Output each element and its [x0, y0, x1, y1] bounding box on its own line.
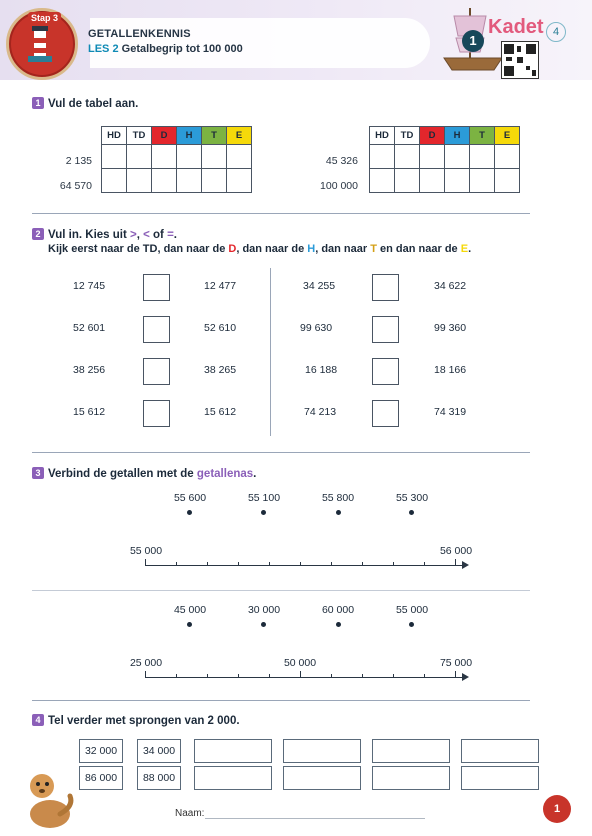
kadet-level: 4 [546, 22, 566, 42]
exercise-2-instruction [48, 243, 471, 255]
instr-text: , dan naar de [157, 243, 229, 255]
compare-right-number: 18 166 [434, 364, 467, 376]
answer-cell[interactable] [177, 145, 202, 169]
tick [207, 562, 208, 565]
answer-cell[interactable] [127, 145, 152, 169]
answer-cell[interactable] [395, 169, 420, 193]
col-td: TD [395, 127, 420, 145]
tick [331, 562, 332, 565]
compare-left-number: 16 188 [305, 364, 338, 376]
point-label: 30 000 [247, 604, 281, 616]
exercise-4-number: 4 [32, 714, 44, 726]
col-d: D [420, 127, 445, 145]
sequence-answer-box[interactable] [194, 766, 272, 790]
sequence-answer-box[interactable] [372, 739, 450, 763]
tick [300, 671, 301, 678]
kadet-logo: Kadet [488, 16, 544, 38]
col-t: T [202, 127, 227, 145]
instr-t: T [370, 243, 377, 255]
point-dot[interactable] [409, 622, 414, 627]
answer-cell[interactable] [445, 145, 470, 169]
compare-answer-box[interactable] [143, 274, 170, 301]
word-of: of [149, 229, 168, 241]
arrow-right-icon [462, 561, 469, 569]
tick [393, 674, 394, 677]
module-number-badge: 1 [462, 30, 484, 52]
exercise-2-title [32, 228, 177, 241]
arrow-right-icon [462, 673, 469, 681]
point-label: 45 000 [173, 604, 207, 616]
compare-left-number: 74 213 [304, 406, 337, 418]
answer-cell[interactable] [420, 145, 445, 169]
exercise-3-number: 3 [32, 467, 44, 479]
answer-cell[interactable] [227, 169, 252, 193]
exercise-1-instruction: Vul de tabel aan. [48, 98, 139, 110]
instr-td: TD [142, 243, 158, 255]
compare-answer-box[interactable] [143, 316, 170, 343]
answer-cell[interactable] [127, 169, 152, 193]
divider [32, 700, 530, 701]
compare-right-number: 15 612 [204, 406, 237, 418]
lesson-name: Getalbegrip tot 100 000 [121, 43, 243, 55]
exercise-2-text: Vul in. Kies uit [48, 229, 130, 241]
point-dot[interactable] [187, 510, 192, 515]
name-input-line[interactable] [205, 818, 425, 819]
compare-answer-box[interactable] [372, 400, 399, 427]
instr-e: E [460, 243, 469, 255]
symbol-gt: > [130, 229, 137, 241]
col-hd: HD [370, 127, 395, 145]
tick [331, 674, 332, 677]
tick [207, 674, 208, 677]
step-label: Stap 3 [28, 12, 61, 24]
point-dot[interactable] [187, 622, 192, 627]
tick [424, 674, 425, 677]
answer-cell[interactable] [370, 169, 395, 193]
row-label: 2 135 [65, 155, 92, 167]
tick [145, 559, 146, 566]
sequence-answer-box[interactable] [283, 739, 361, 763]
symbol-eq: = [167, 229, 174, 241]
exercise-2-number: 2 [32, 228, 44, 240]
answer-cell[interactable] [152, 145, 177, 169]
point-dot[interactable] [336, 622, 341, 627]
answer-cell[interactable] [495, 145, 520, 169]
sequence-answer-box[interactable] [194, 739, 272, 763]
answer-cell[interactable] [370, 145, 395, 169]
compare-left-number: 34 255 [303, 280, 336, 292]
compare-left-number: 12 745 [73, 280, 106, 292]
compare-right-number: 34 622 [434, 280, 467, 292]
exercise-3-text: Verbind de getallen met de [48, 468, 197, 480]
exercise-1-title [32, 97, 138, 110]
point-dot[interactable] [336, 510, 341, 515]
point-label: 60 000 [321, 604, 355, 616]
point-dot[interactable] [409, 510, 414, 515]
point-label: 55 800 [321, 492, 355, 504]
tick [362, 674, 363, 677]
number-line-2 [145, 677, 463, 678]
answer-cell[interactable] [395, 145, 420, 169]
exercise-1-number: 1 [32, 97, 44, 109]
answer-cell[interactable] [177, 169, 202, 193]
point-dot[interactable] [261, 510, 266, 515]
compare-answer-box[interactable] [372, 274, 399, 301]
compare-answer-box[interactable] [372, 316, 399, 343]
sequence-given: 88 000 [137, 766, 181, 790]
tick [455, 671, 456, 678]
col-h: H [445, 127, 470, 145]
exercise-4-title [32, 714, 240, 727]
instr-text: , dan naar [315, 243, 371, 255]
tick [176, 562, 177, 565]
compare-answer-box[interactable] [143, 358, 170, 385]
lesson-title [88, 43, 243, 55]
sep: . [173, 229, 177, 241]
col-td: TD [127, 127, 152, 145]
point-label: 55 600 [173, 492, 207, 504]
sequence-answer-box[interactable] [283, 766, 361, 790]
tick [238, 562, 239, 565]
tick [238, 674, 239, 677]
col-e: E [495, 127, 520, 145]
answer-cell[interactable] [102, 169, 127, 193]
sequence-given: 34 000 [137, 739, 181, 763]
axis-mid-label: 50 000 [283, 657, 317, 669]
point-label: 55 000 [395, 604, 429, 616]
axis-end-label: 75 000 [439, 657, 473, 669]
tick [393, 562, 394, 565]
tick [145, 671, 146, 678]
instr-text: , dan naar de [236, 243, 308, 255]
exercise-3-title [32, 467, 256, 480]
page-number: 1 [543, 795, 571, 823]
instr-h: H [307, 243, 316, 255]
point-dot[interactable] [261, 622, 266, 627]
number-line-1 [145, 565, 463, 566]
tick [176, 674, 177, 677]
tick [455, 559, 456, 566]
row-label: 64 570 [59, 180, 92, 192]
compare-right-number: 52 610 [204, 322, 237, 334]
sequence-given: 32 000 [79, 739, 123, 763]
lesson-prefix: LES 2 [88, 43, 119, 55]
sequence-given: 86 000 [79, 766, 123, 790]
answer-cell[interactable] [420, 169, 445, 193]
meerkat-mascot-icon [20, 766, 76, 832]
answer-cell[interactable] [152, 169, 177, 193]
compare-right-number: 38 265 [204, 364, 237, 376]
tick [269, 674, 270, 677]
col-hd: HD [102, 127, 127, 145]
compare-right-number: 74 319 [434, 406, 467, 418]
point-label: 55 300 [395, 492, 429, 504]
column-divider [270, 268, 271, 436]
compare-left-number: 15 612 [73, 406, 106, 418]
subject-title: GETALLENKENNIS [88, 28, 191, 40]
axis-start-label: 25 000 [129, 657, 163, 669]
axis-end-label: 56 000 [439, 545, 473, 557]
tick [269, 562, 270, 565]
compare-left-number: 52 601 [73, 322, 106, 334]
col-h: H [177, 127, 202, 145]
divider [32, 452, 530, 453]
compare-left-number: 99 630 [300, 322, 333, 334]
answer-cell[interactable] [470, 145, 495, 169]
axis-start-label: 55 000 [129, 545, 163, 557]
sequence-answer-box[interactable] [461, 739, 539, 763]
row-label: 100 000 [320, 180, 358, 192]
col-e: E [227, 127, 252, 145]
sequence-answer-box[interactable] [372, 766, 450, 790]
compare-right-number: 12 477 [204, 280, 237, 292]
instr-d: D [228, 243, 237, 255]
name-label: Naam: [175, 808, 205, 819]
sep: . [253, 468, 257, 480]
col-d: D [152, 127, 177, 145]
answer-cell[interactable] [445, 169, 470, 193]
tick [362, 562, 363, 565]
divider [32, 213, 530, 214]
compare-answer-box[interactable] [143, 400, 170, 427]
col-t: T [470, 127, 495, 145]
qr-code-icon[interactable] [501, 41, 539, 79]
answer-cell[interactable] [227, 145, 252, 169]
answer-cell[interactable] [470, 169, 495, 193]
place-value-table-right [369, 126, 520, 193]
tick [300, 562, 301, 565]
instr-text: Kijk eerst naar de [48, 243, 143, 255]
instr-text: . [468, 243, 472, 255]
instr-text: en dan naar de [376, 243, 461, 255]
compare-answer-box[interactable] [372, 358, 399, 385]
compare-right-number: 99 360 [434, 322, 467, 334]
compare-left-number: 38 256 [73, 364, 106, 376]
place-value-table-left [101, 126, 252, 193]
row-label: 45 326 [325, 155, 358, 167]
exercise-4-instruction: Tel verder met sprongen van 2 000. [48, 715, 240, 727]
answer-cell[interactable] [202, 169, 227, 193]
symbol-lt: < [143, 229, 150, 241]
answer-cell[interactable] [102, 145, 127, 169]
point-label: 55 100 [247, 492, 281, 504]
answer-cell[interactable] [495, 169, 520, 193]
answer-cell[interactable] [202, 145, 227, 169]
sep: , [136, 229, 144, 241]
divider [32, 590, 530, 591]
sequence-answer-box[interactable] [461, 766, 539, 790]
exercise-3-keyword: getallenas [196, 468, 254, 480]
tick [424, 562, 425, 565]
